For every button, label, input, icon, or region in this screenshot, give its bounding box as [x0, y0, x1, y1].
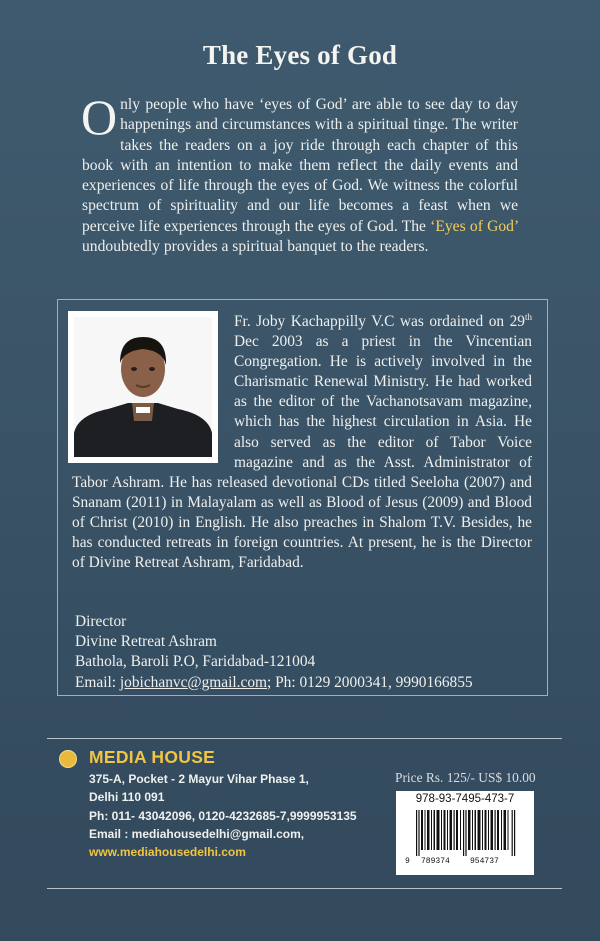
bio-text-start: Fr. Joby Kachappilly V.C was ordained on 29: [234, 313, 525, 330]
bio-superscript: th: [524, 311, 532, 322]
book-title: The Eyes of God: [202, 40, 398, 70]
blurb-text-end: undoubtedly provides a spiritual banquet to the readers.: [82, 238, 429, 256]
publisher-address-line2: Delhi 110 091: [89, 790, 165, 805]
price-label: Price Rs. 125/- US$ 10.00: [395, 770, 536, 785]
publisher-address: [89, 770, 389, 861]
isbn-number: 978-93-7495-473-7: [415, 793, 515, 805]
blurb-highlight: ‘Eyes of God’: [430, 217, 519, 235]
publisher-name: MEDIA HOUSE: [89, 747, 216, 767]
divider-top: [47, 738, 562, 739]
photo-spacer: [72, 312, 234, 467]
barcode-icon: [416, 810, 516, 856]
divider-bottom: [47, 888, 562, 889]
contact-org: Divine Retreat Ashram: [75, 633, 217, 651]
publisher-phone: Ph: 011- 43042096, 0120-4232685-7,9999953135: [89, 808, 357, 823]
publisher-logo-icon: [59, 750, 77, 768]
isbn-barcode: [396, 791, 534, 875]
barcode-digit-lead: 9: [405, 857, 410, 866]
publisher-website[interactable]: www.mediahousedelhi.com: [89, 845, 246, 860]
email-label: Email:: [75, 673, 120, 691]
contact-email-phone: [75, 673, 535, 693]
email-link[interactable]: jobichanvc@gmail.com: [119, 673, 267, 691]
contact-address: Bathola, Baroli P.O, Faridabad-121004: [75, 653, 316, 671]
book-blurb: [81, 89, 519, 257]
blurb-text-start: nly people who have ‘eyes of God’ are able to see day to day happenings and circumstances with a spiritual tinge. The writer takes the readers on a joy ride through each chapter of this book with an intention to make them reflect the daily events and experiences of life through the eyes of God. We witness the colorful spectrum of spirituality and our life becomes a feast when we perceive life experiences through the eyes of God. The: [82, 96, 518, 235]
barcode-digits-left: 789374: [421, 857, 450, 866]
barcode-digits-right: 954737: [470, 857, 499, 866]
publisher-address-line1: 375-A, Pocket - 2 Mayur Vihar Phase 1,: [89, 772, 309, 786]
author-contact: [75, 612, 535, 693]
bio-text-rest: Dec 2003 as a priest in the Vincentian Congregation. He is actively involved in the Charismatic Renewal Ministry. He had worked as the editor of the Vachanotsavam magazine, which has the highest circulation in Asia. He also served as the editor of Tabor Voice magazine and as the Asst. Administrator of Tabor Ashram. He has released devotional CDs titled Seeloha (2007) and Snanam (2011) in Malayalam as well as Blood of Jesus (2009) and Blood of Christ (2010) in English. He also preaches in Shalom T.V. Besides, he has conducted retreats in foreign countries. At present, he is the Director of Divine Retreat Ashram, Faridabad.: [72, 333, 532, 572]
contact-role: Director: [75, 613, 127, 630]
publisher-email[interactable]: Email : mediahousedelhi@gmail.com,: [89, 826, 305, 841]
author-bio: [72, 312, 532, 573]
phone-text: ; Ph: 0129 2000341, 9990166855: [266, 673, 473, 691]
drop-cap: O: [81, 89, 118, 145]
